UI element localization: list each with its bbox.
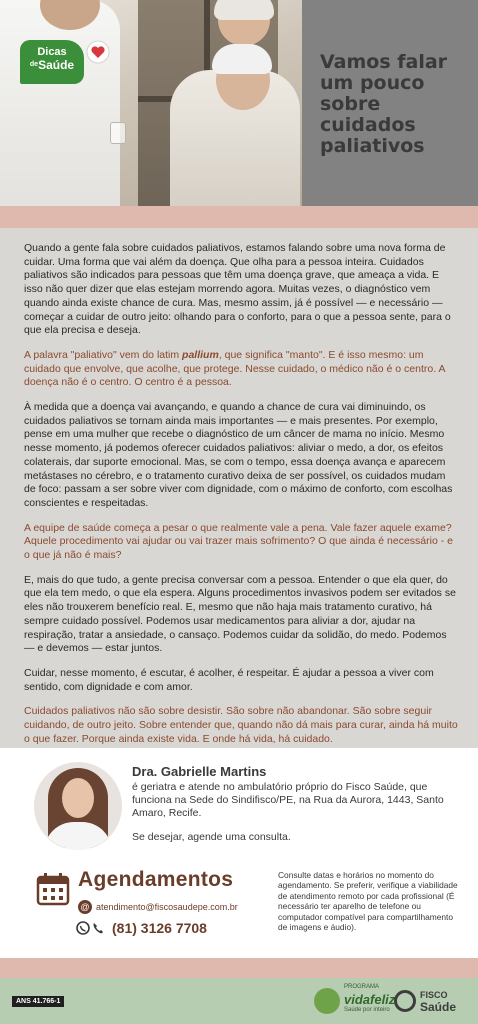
phone-number[interactable]: (81) 3126 7708 [112, 920, 207, 936]
fisco-saude-bottom: Saúde [420, 1000, 457, 1014]
doctor-avatar [34, 762, 122, 850]
paragraph-3: À medida que a doença vai avançando, e quando a chance de cura vai diminuindo, os cuidados paliativos se tornam ainda mais importantes — e mais presentes. Por exemplo, pense em uma mulher que recebe o diagnóstico de um câncer de mama no início. Mesmo nesse momento, já podemos oferecer cuidados paliativos: aliviar o medo, a dor, os efeitos colaterais, dar suporte emocional. Mas, se com o tempo, essa doença avança e aparecem metástases no cérebro, e o tratamento curativo deixa de ser possível, os cuidados mudam de foco: passam a ser sobre viver com dignidade, com o máximo de conforto, com escolhas conscientes e respeitadas. [24, 401, 453, 509]
email-row[interactable] [78, 900, 238, 914]
vida-feliz-program: PROGRAMA [344, 984, 380, 990]
title-panel [302, 0, 478, 206]
heart-icon [86, 40, 110, 64]
whatsapp-icon [76, 920, 108, 936]
divider-band-top [0, 206, 478, 228]
footer [0, 978, 478, 1024]
vida-feliz-logo-icon [314, 988, 340, 1014]
paragraph-2: A palavra "paliativo" vem do latim pallium, que significa "manto". E é isso mesmo: um cuidado que envolve, que acolhe, que protege. Nesse cuidado, o médico não é o centro. A doença não é o centro. O centro é a pessoa. [24, 348, 445, 389]
hero-photo [0, 0, 302, 206]
paragraph-6: Cuidar, nesse momento, é escutar, é acolher, é respeitar. É ajudar a pessoa a viver com sentido, com dignidade e com amor. [24, 666, 434, 693]
calendar-icon [36, 872, 70, 906]
phone-row[interactable] [76, 920, 207, 936]
paragraph-1: Quando a gente fala sobre cuidados paliativos, estamos falando sobre uma nova forma de cuidar. Uma forma que vai além da doença. Que olha para a pessoa inteira. Cuidados paliativos são indicados para pessoas que têm uma doença grave, que ameaça a vida. E isso não quer dizer que elas estejam morrendo agora. Muitas vezes, o diagnóstico vem quando ainda existe chance de cura. Mas, mesmo assim, já é possível — e necessário — começar a cuidar de outro jeito: olhando para o conforto, para o que a pessoa sente, para o que ela precisa e deseja. [24, 242, 451, 337]
page-title: Vamos falar um pouco sobre cuidados paliativos [320, 51, 448, 157]
doctor-name: Dra. Gabrielle Martins [132, 764, 267, 779]
divider-band-bottom [0, 958, 478, 978]
ans-registration: ANS 41.766-1 [12, 996, 64, 1007]
badge-de: de [29, 61, 39, 68]
paragraph-7: Cuidados paliativos não são sobre desistir. São sobre não abandonar. São sobre seguir cuidando, de outro jeito. Sobre entender que, quando não dá mais para curar, ainda há muito o que fazer. Porque ainda existe vida. E onde há vida, há cuidado. [24, 705, 458, 745]
contact-section [0, 748, 478, 958]
fisco-saude-top: FISCO [420, 990, 448, 1000]
dicas-de-saude-badge [20, 40, 84, 84]
vida-feliz-name: vidafeliz [344, 992, 396, 1007]
badge-line1: Dicas [37, 46, 67, 58]
email-link[interactable]: atendimento@fiscosaudepe.com.br [96, 902, 238, 912]
paragraph-4: A equipe de saúde começa a pesar o que realmente vale a pena. Vale fazer aquele exame? Aquele procedimento vai ajudar ou vai trazer mais sofrimento? O que ainda é necessário - e o que já não é mais? [24, 521, 453, 562]
doctor-description: é geriatra e atende no ambulatório próprio do Fisco Saúde, que funciona na Sede do Sindifisco/PE, na Rua da Aurora, 1443, Santo Amaro, Recife. [132, 781, 444, 819]
paragraph-5: E, mais do que tudo, a gente precisa conversar com a pessoa. Entender o que ela quer, do que ela tem medo, o que ela espera. Alguns procedimentos invasivos podem ser evitados se eles não trouxerem benefício real. E, mesmo que não haja mais tratamento curativo, há sempre cuidado possível. Podemos usar medicamentos para aliviar a dor, ajudar na respiração, tratar a ansiedade, o cansaço. Podemos cuidar da solidão, do medo. Podemos — e devemos — estar juntos. [24, 573, 456, 655]
schedule-note: Consulte datas e horários no momento do agendamento. Se preferir, verifique a viabilidade de atendimento remoto por cada profissional (É necessário ter aparelho de telefone ou computador compatível para compartilhamento de imagens e áudio). [278, 870, 458, 933]
fisco-saude-logo-icon [394, 990, 416, 1012]
schedule-title: Agendamentos [78, 868, 234, 891]
vida-feliz-tagline: Saúde por inteiro [344, 1007, 390, 1013]
badge-line2: Saúde [38, 58, 75, 72]
hero-section [0, 0, 478, 206]
latin-term: pallium [182, 348, 219, 361]
doctor-cta: Se desejar, agende uma consulta. [132, 831, 291, 843]
article-body [0, 228, 478, 748]
email-icon: @ [78, 900, 92, 914]
